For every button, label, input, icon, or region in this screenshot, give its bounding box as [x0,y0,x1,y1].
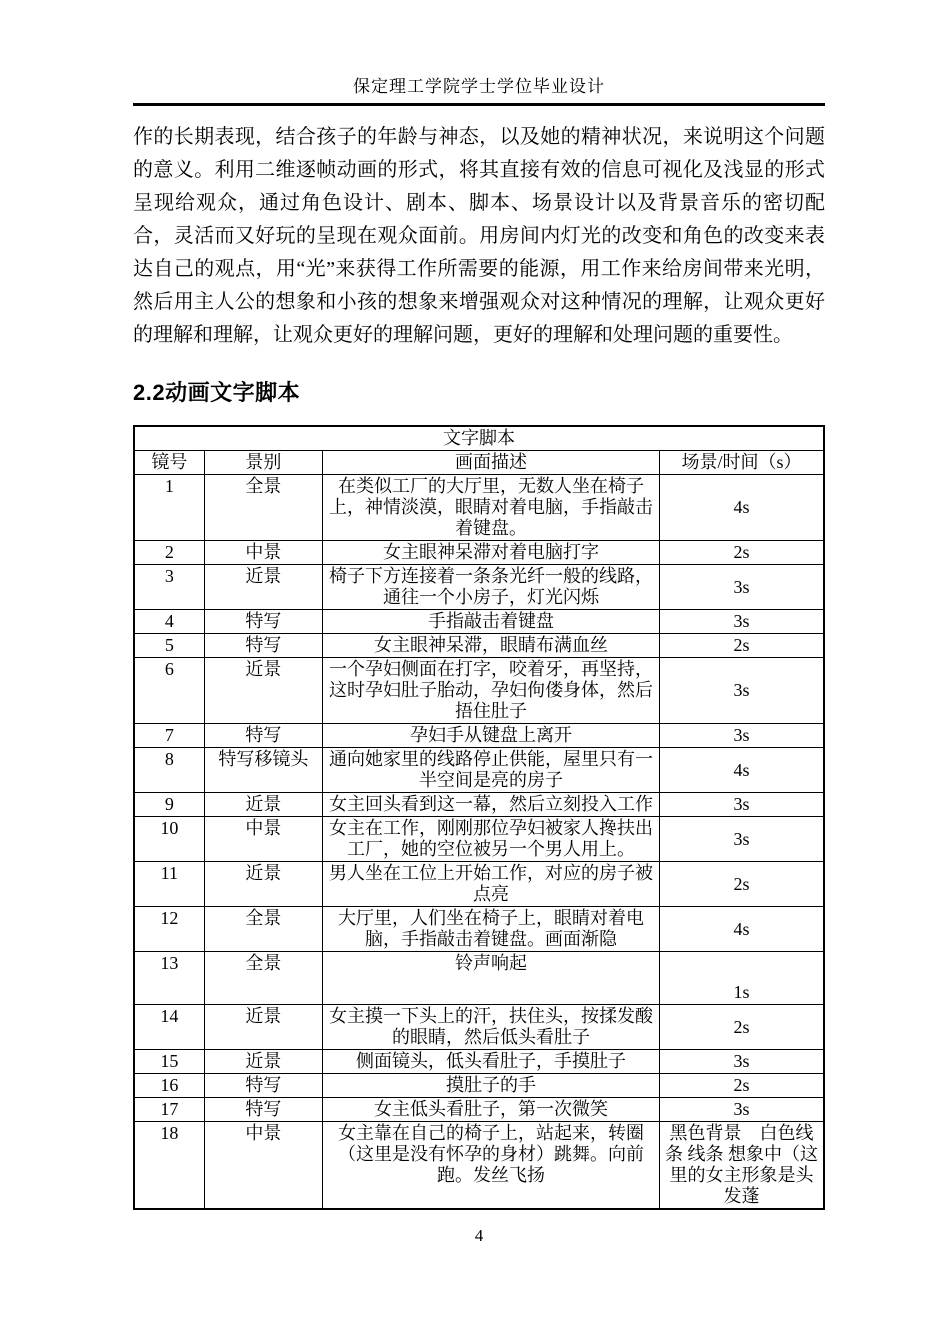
scene-description-cell: 一个孕妇侧面在打字，咬着牙，再坚持，这时孕妇肚子胎动，孕妇佝偻身体，然后捂住肚子 [323,658,660,724]
column-header-shot-number: 镜号 [134,451,204,475]
scene-time-cell: 3s [660,817,825,862]
table-row [134,1005,824,1050]
table-row [134,748,824,793]
shot-type-cell: 特写移镜头 [204,748,322,793]
shot-type-cell: 近景 [204,862,322,907]
page-content [133,0,825,1246]
table-row [134,1050,824,1074]
header-title: 保定理工学院学士学位毕业设计 [353,77,605,96]
scene-description-cell: 孕妇手从键盘上离开 [323,724,660,748]
shot-number-cell: 12 [134,907,204,952]
scene-time-cell: 3s [660,565,825,610]
table-row [134,724,824,748]
shot-number-cell: 17 [134,1098,204,1122]
shot-type-cell: 特写 [204,634,322,658]
column-header-description: 画面描述 [323,451,660,475]
scene-time-cell: 2s [660,862,825,907]
scene-time-cell: 3s [660,658,825,724]
shot-type-cell: 近景 [204,565,322,610]
script-table [133,425,825,1210]
table-row [134,952,824,1005]
table-row [134,565,824,610]
scene-description-cell: 手指敲击着键盘 [323,610,660,634]
scene-description-cell: 大厅里，人们坐在椅子上，眼睛对着电脑，手指敲击着键盘。画面渐隐 [323,907,660,952]
table-row [134,1098,824,1122]
scene-description-cell: 女主在工作，刚刚那位孕妇被家人搀扶出工厂，她的空位被另一个男人用上。 [323,817,660,862]
scene-time-cell: 4s [660,748,825,793]
column-header-shot-type: 景别 [204,451,322,475]
column-header-scene-time: 场景/时间（s） [660,451,825,475]
body-paragraph: 作的长期表现，结合孩子的年龄与神态，以及她的精神状况，来说明这个问题的意义。利用二维逐帧动画的形式，将其直接有效的信息可视化及浅显的形式呈现给观众，通过角色设计、剧本、脚本、场景设计以及背景音乐的密切配合，灵活而又好玩的呈现在观众面前。用房间内灯光的改变和角色的改变来表达自己的观点，用“光”来获得工作所需要的能源，用工作来给房间带来光明，然后用主人公的想象和小孩的想象来增强观众对这种情况的理解，让观众更好的理解和理解，让观众更好的理解问题，更好的理解和处理问题的重要性。 [133,126,825,346]
shot-number-cell: 16 [134,1074,204,1098]
shot-number-cell: 4 [134,610,204,634]
table-row [134,907,824,952]
shot-number-cell: 3 [134,565,204,610]
shot-type-cell: 中景 [204,1122,322,1210]
scene-time-cell: 4s [660,907,825,952]
table-row [134,541,824,565]
scene-description-cell: 椅子下方连接着一条条光纤一般的线路，通往一个小房子，灯光闪烁 [323,565,660,610]
shot-number-cell: 9 [134,793,204,817]
shot-number-cell: 15 [134,1050,204,1074]
scene-description-cell: 女主眼神呆滞对着电脑打字 [323,541,660,565]
shot-type-cell: 中景 [204,541,322,565]
scene-time-cell: 3s [660,610,825,634]
table-row [134,634,824,658]
shot-number-cell: 10 [134,817,204,862]
table-row [134,610,824,634]
table-row [134,1122,824,1210]
page-header [133,77,825,106]
shot-type-cell: 特写 [204,1098,322,1122]
scene-description-cell: 男人坐在工位上开始工作，对应的房子被点亮 [323,862,660,907]
shot-type-cell: 近景 [204,793,322,817]
scene-description-cell: 摸肚子的手 [323,1074,660,1098]
section-heading: 2.2动画文字脚本 [133,380,301,405]
shot-number-cell: 8 [134,748,204,793]
scene-description-cell: 在类似工厂的大厅里，无数人坐在椅子上，神情淡漠，眼睛对着电脑，手指敲击着键盘。 [323,475,660,541]
scene-description-cell: 女主低头看肚子，第一次微笑 [323,1098,660,1122]
table-title: 文字脚本 [134,426,824,451]
scene-time-cell: 2s [660,634,825,658]
shot-number-cell: 14 [134,1005,204,1050]
shot-type-cell: 特写 [204,1074,322,1098]
page-number: 4 [474,1226,484,1245]
table-title-row [134,426,824,451]
scene-description-cell: 侧面镜头，低头看肚子，手摸肚子 [323,1050,660,1074]
shot-type-cell: 中景 [204,817,322,862]
scene-description-cell: 女主回头看到这一幕，然后立刻投入工作 [323,793,660,817]
shot-number-cell: 18 [134,1122,204,1210]
table-header-row [134,451,824,475]
scene-description-cell: 女主靠在自己的椅子上，站起来，转圈（这里是没有怀孕的身材）跳舞。向前跑。发丝飞扬 [323,1122,660,1210]
shot-type-cell: 近景 [204,658,322,724]
scene-time-cell: 3s [660,1098,825,1122]
scene-description-cell: 女主眼神呆滞，眼睛布满血丝 [323,634,660,658]
shot-type-cell: 近景 [204,1005,322,1050]
shot-type-cell: 全景 [204,952,322,1005]
shot-number-cell: 2 [134,541,204,565]
script-table-body [134,475,824,1210]
table-row [134,817,824,862]
shot-number-cell: 5 [134,634,204,658]
header-rule [133,103,825,106]
table-row [134,475,824,541]
scene-description-cell: 女主摸一下头上的汗，扶住头，按揉发酸的眼睛，然后低头看肚子 [323,1005,660,1050]
scene-time-cell: 3s [660,1050,825,1074]
shot-number-cell: 11 [134,862,204,907]
table-row [134,862,824,907]
scene-time-cell: 3s [660,724,825,748]
scene-time-cell: 3s [660,793,825,817]
shot-type-cell: 近景 [204,1050,322,1074]
scene-time-cell: 1s [660,952,825,1005]
shot-number-cell: 13 [134,952,204,1005]
shot-type-cell: 特写 [204,610,322,634]
shot-number-cell: 7 [134,724,204,748]
scene-time-cell: 2s [660,1074,825,1098]
shot-number-cell: 1 [134,475,204,541]
shot-type-cell: 特写 [204,724,322,748]
table-row [134,658,824,724]
scene-time-cell: 2s [660,1005,825,1050]
shot-type-cell: 全景 [204,907,322,952]
scene-time-cell: 2s [660,541,825,565]
shot-number-cell: 6 [134,658,204,724]
shot-type-cell: 全景 [204,475,322,541]
scene-description-cell: 铃声响起 [323,952,660,1005]
scene-time-cell: 4s [660,475,825,541]
scene-time-cell: 黑色背景 白色线条 线条 想象中（这里的女主形象是头发蓬 [660,1122,825,1210]
table-row [134,1074,824,1098]
table-row [134,793,824,817]
scene-description-cell: 通向她家里的线路停止供能，屋里只有一半空间是亮的房子 [323,748,660,793]
